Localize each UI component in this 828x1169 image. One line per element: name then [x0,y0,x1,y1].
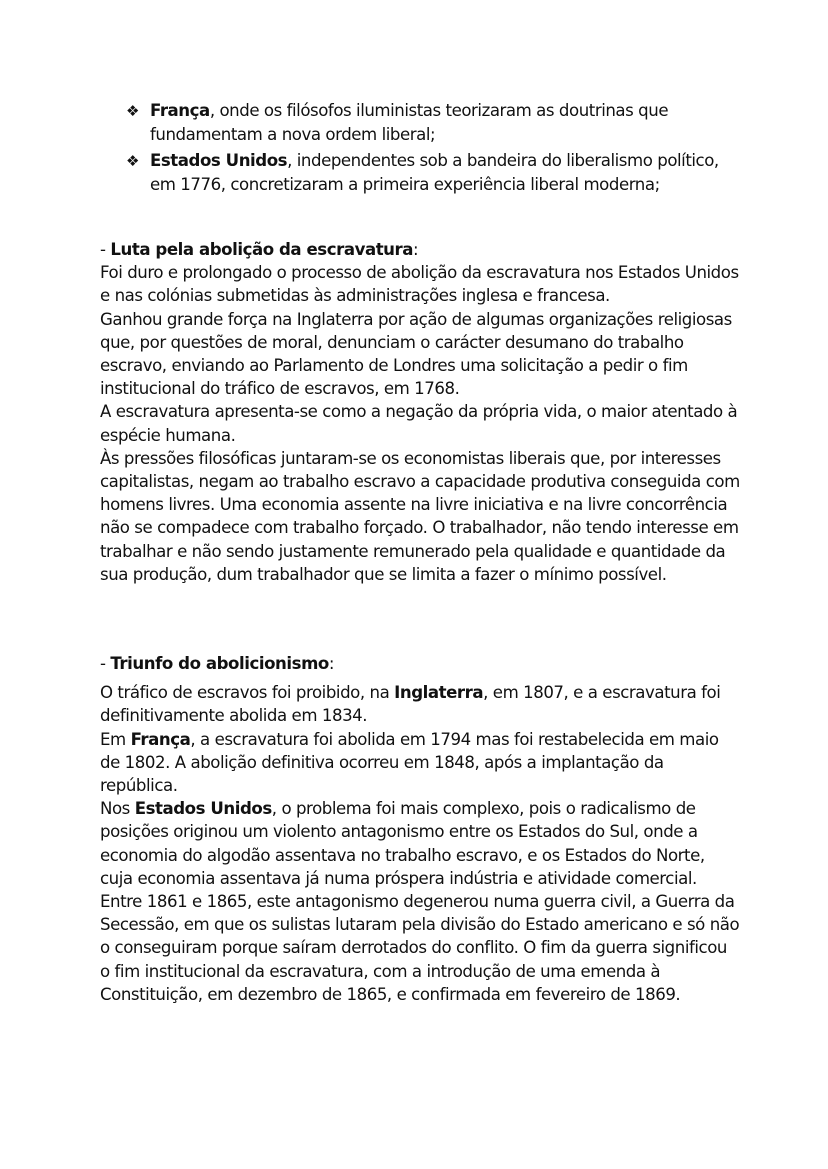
heading-prefix: - [100,654,111,673]
paragraph [100,681,740,727]
heading-suffix: : [413,240,419,259]
bullet-strong: França [150,101,210,120]
text-strong: Estados Unidos [134,799,272,819]
text-run: O tráfico de escravos foi proibido, na [100,683,395,703]
heading-title: Triunfo do abolicionismo [110,654,329,673]
text-strong: Inglaterra [394,683,484,703]
heading-prefix: - [100,240,111,259]
text-run: Em [100,729,131,749]
text-strong: França [130,729,191,749]
text-run: Nos [100,799,135,819]
bullet-item-franca [126,99,746,147]
paragraph: Foi duro e prolongado o processo de abolição da escravatura nos Estados Unidos e nas colónias submetidas às administrações inglesa e francesa. [100,263,739,306]
paragraph: A escravatura apresenta-se como a negação da própria vida, o maior atentado à espécie humana. [100,402,738,445]
paragraph [100,797,740,1006]
paragraph [100,728,740,798]
bullet-strong: Estados Unidos [150,151,288,170]
bullet-list [126,99,746,199]
section-luta-abolicao [100,238,740,586]
heading-suffix: : [328,654,335,673]
diamond-bullet-icon: ❖ [126,152,139,170]
paragraph: Ganhou grande força na Inglaterra por ação de algumas organizações religiosas que, por questões de moral, denunciam o carácter desumano do trabalho escravo, enviando ao Parlamento de Londres uma solicitação a pedir o fim institucional do tráfico de escravos, em 1768. [100,309,732,399]
paragraph: Às pressões filosóficas juntaram-se os economistas liberais que, por interesses capitalistas, negam ao trabalho escravo a capacidade produtiva conseguida com homens livres. Uma economia assente na livre iniciativa e na livre concorrência não se compadece com trabalho forçado. O trabalhador, não tendo interesse em trabalhar e não sendo justamente remunerado pela qualidade e quantidade da sua produção, dum trabalhador que se limita a fazer o mínimo possível. [100,448,740,584]
section-triunfo-abolicionismo [100,652,740,1006]
diamond-bullet-icon: ❖ [126,102,139,120]
bullet-text: , independentes sob a bandeira do liberalismo político, em 1776, concretizaram a primeira experiência liberal moderna; [150,151,719,194]
section-heading [100,238,740,261]
heading-title: Luta pela abolição da escravatura [110,240,414,259]
text-run: , a escravatura foi abolida em 1794 mas foi restabelecida em maio de 1802. A abolição definitiva ocorreu em 1848, após a implantação da república. [100,729,719,796]
text-run: , o problema foi mais complexo, pois o radicalismo de posições originou um violento antagonismo entre os Estados do Sul, onde a economia do algodão assentava no trabalho escravo, e os Estados do Norte, cuja economia assentava já numa próspera indústria e atividade comercial. Entre 1861 e 1865, este antagonismo degenerou numa guerra civil, a Guerra da Secessão, em que os sulistas lutaram pela divisão do Estado americano e só não o conseguiram porque saíram derrotados do conflito. O fim da guerra significou o fim institucional da escravatura, com a introdução de uma emenda à Constituição, em dezembro de 1865, e confirmada em fevereiro de 1869. [100,799,740,1004]
section-heading [100,652,740,675]
bullet-item-estados-unidos [126,149,746,197]
bullet-text: , onde os filósofos iluministas teorizaram as doutrinas que fundamentam a nova ordem liberal; [150,101,669,144]
text-run: , em 1807, e a escravatura foi definitivamente abolida em 1834. [100,683,721,726]
